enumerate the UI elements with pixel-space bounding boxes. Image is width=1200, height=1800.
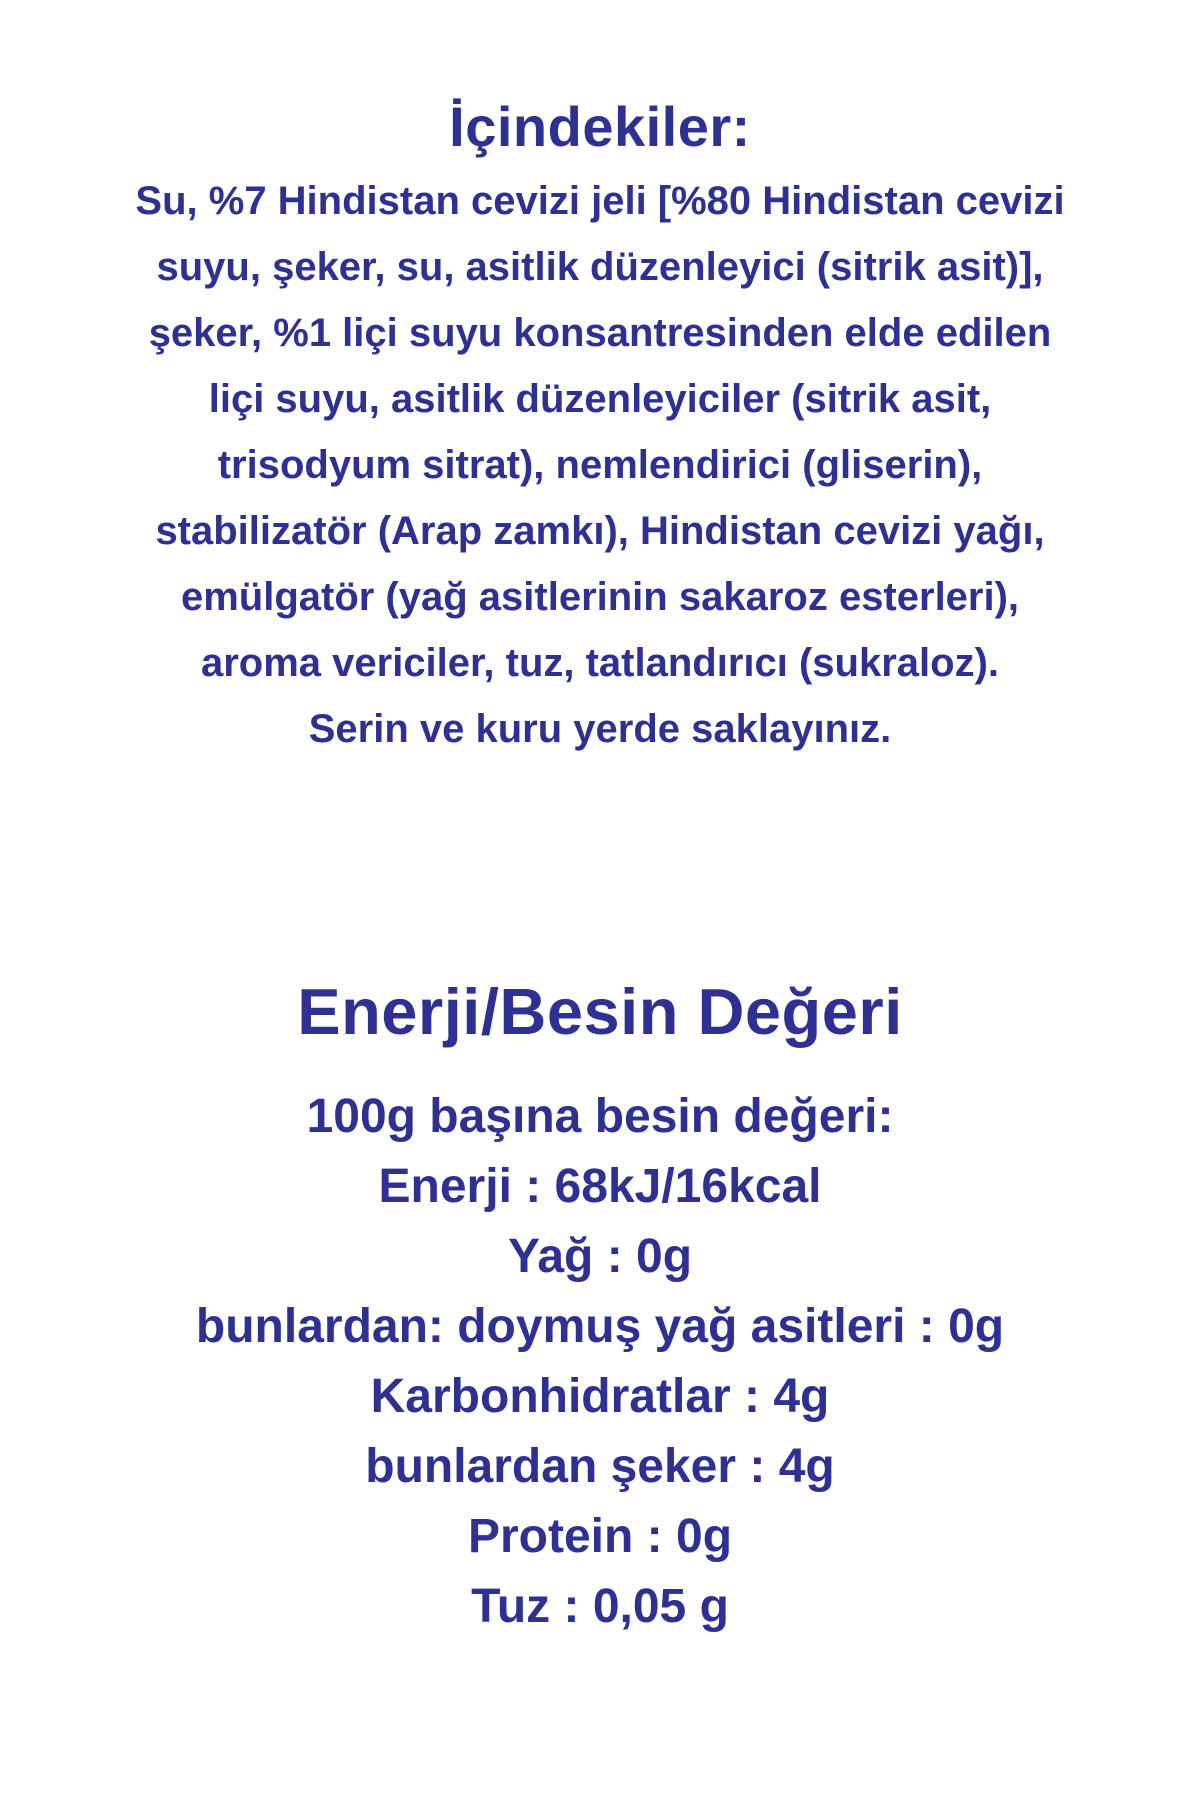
nutrition-energy: Enerji : 68kJ/16kcal: [378, 1160, 822, 1213]
ingredients-list: [0, 168, 1200, 762]
nutrition-facts-list: [0, 1082, 1200, 1642]
ingredients-line: stabilizatör (Arap zamkı), Hindistan cevizi yağı,: [155, 509, 1045, 553]
nutrition-title: Enerji/Besin Değeri: [297, 975, 903, 1048]
ingredients-line: trisodyum sitrat), nemlendirici (gliserin),: [217, 443, 983, 487]
nutrition-per-100g-heading: 100g başına besin değeri:: [306, 1090, 894, 1143]
ingredients-line: şeker, %1 liçi suyu konsantresinden elde edilen: [148, 311, 1052, 355]
nutrition-protein: Protein : 0g: [467, 1510, 733, 1563]
nutrition-sugars: bunlardan şeker : 4g: [365, 1440, 835, 1493]
storage-instruction: Serin ve kuru yerde saklayınız.: [308, 707, 892, 751]
nutrition-saturated-fat: bunlardan: doymuş yağ asitleri : 0g: [195, 1300, 1005, 1353]
nutrition-fat: Yağ : 0g: [507, 1230, 693, 1283]
ingredients-line: emülgatör (yağ asitlerinin sakaroz esterleri),: [180, 575, 1020, 619]
ingredients-line: Su, %7 Hindistan cevizi jeli [%80 Hindistan cevizi: [135, 179, 1065, 223]
ingredients-line: aroma vericiler, tuz, tatlandırıcı (sukraloz).: [200, 641, 1000, 685]
ingredients-title: İçindekiler:: [449, 95, 751, 158]
ingredients-line: suyu, şeker, su, asitlik düzenleyici (sitrik asit)],: [156, 245, 1044, 289]
nutrition-carbohydrates: Karbonhidratlar : 4g: [370, 1370, 830, 1423]
ingredients-line: liçi suyu, asitlik düzenleyiciler (sitrik asit,: [208, 377, 992, 421]
nutrition-salt: Tuz : 0,05 g: [471, 1580, 729, 1633]
